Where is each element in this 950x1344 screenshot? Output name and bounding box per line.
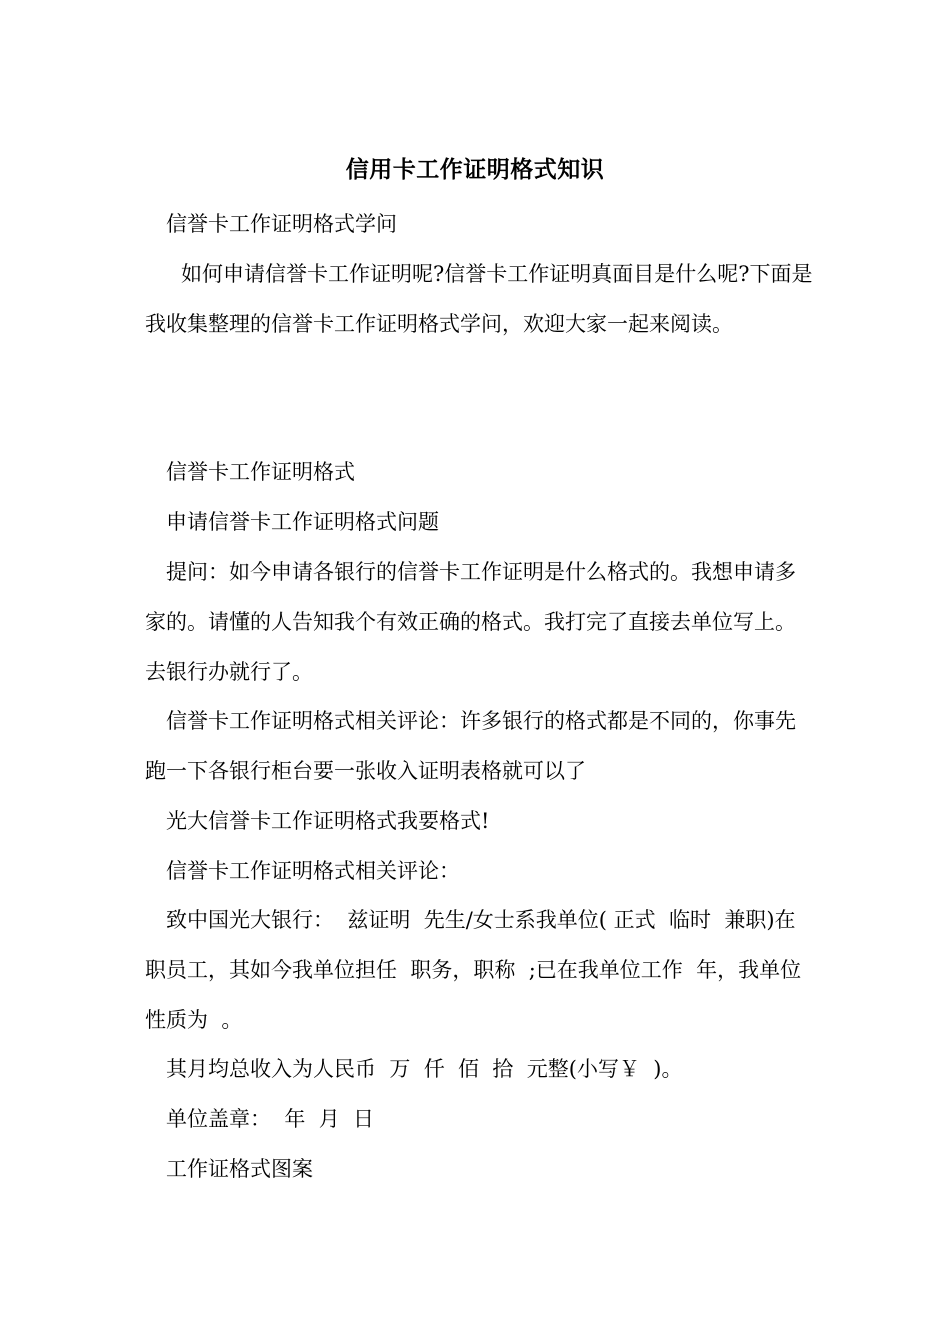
paragraph-seal-date: 单位盖章： 年 月 日 — [166, 1107, 375, 1131]
paragraph-card-pattern: 工作证格式图案 — [166, 1157, 313, 1181]
paragraph-comment-label: 信誉卡工作证明格式相关评论： — [166, 859, 460, 883]
paragraph-subtitle: 信誉卡工作证明格式学问 — [166, 212, 397, 236]
paragraph-heading-format: 信誉卡工作证明格式 — [166, 460, 355, 484]
paragraph-question-title: 申请信誉卡工作证明格式问题 — [166, 510, 439, 534]
paragraph-comment: 信誉卡工作证明格式相关评论：许多银行的格式都是不同的，你事先跑一下各银行柜台要一张收入证明表格就可以了 — [145, 709, 796, 783]
paragraph-certificate-body: 致中国光大银行： 兹证明 先生/女士系我单位( 正式 临时 兼职)在职员工，其如今我单位担任 职务，职称 ;已在我单位工作 年，我单位性质为 。 — [145, 908, 802, 1032]
paragraph-question: 提问：如今申请各银行的信誉卡工作证明是什么格式的。我想申请多家的。请懂的人告知我个有效正确的格式。我打完了直接去单位写上。去银行办就行了。 — [145, 560, 796, 684]
paragraph-everbright-request: 光大信誉卡工作证明格式我要格式! — [166, 809, 490, 833]
document-title: 信用卡工作证明格式知识 — [345, 156, 605, 183]
paragraph-intro: 如何申请信誉卡工作证明呢?信誉卡工作证明真面目是什么呢?下面是我收集整理的信誉卡工作证明格式学问，欢迎大家一起来阅读。 — [145, 262, 813, 336]
paragraph-income: 其月均总收入为人民币 万 仟 佰 拾 元整(小写￥ )。 — [166, 1057, 683, 1081]
